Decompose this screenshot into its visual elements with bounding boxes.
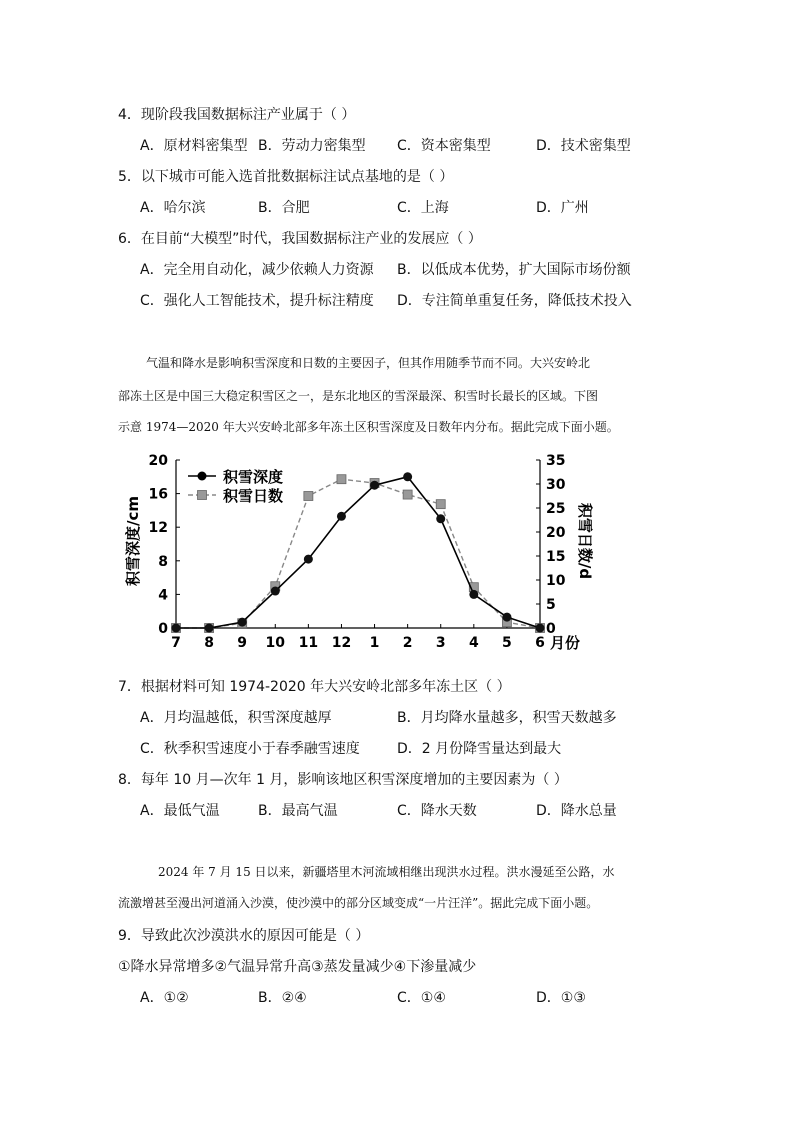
- series-depth-point: [238, 618, 247, 627]
- q9-option-c: C．①④: [397, 990, 446, 1006]
- q8-option-a: A．最低气温: [140, 803, 220, 819]
- y-right-tick-label: 10: [546, 573, 566, 589]
- series-depth-point: [370, 481, 379, 490]
- q9-statements: ①降水异常增多②气温异常升高③蒸发量减少④下渗量减少: [118, 959, 477, 975]
- x-tick-label: 7: [171, 635, 181, 651]
- series-days-point: [304, 492, 313, 501]
- q8-option-c: C．降水天数: [397, 803, 477, 819]
- series-depth-point: [436, 514, 445, 523]
- y-right-tick-label: 20: [546, 525, 566, 541]
- question-4-stem: 4．现阶段我国数据标注产业属于（ ）: [118, 107, 356, 123]
- x-tick-label: 6: [535, 635, 545, 651]
- series-depth-point: [304, 555, 313, 564]
- y-right-tick-label: 30: [546, 477, 566, 493]
- material-1-line-3: 示意 1974—2020 年大兴安岭北部多年冻土区积雪深度及日数年内分布。据此完成下面小题。: [118, 420, 619, 434]
- q4-option-b: B．劳动力密集型: [258, 138, 366, 154]
- series-depth-point: [337, 512, 346, 521]
- question-9-stem: 9．导致此次沙漠洪水的原因可能是（ ）: [118, 928, 370, 944]
- q6-option-a: A．完全用自动化，减少依赖人力资源: [140, 262, 374, 278]
- y-left-tick-label: 20: [148, 453, 168, 469]
- q7-option-a: A．月均温越低，积雪深度越厚: [140, 710, 332, 726]
- q5-option-b: B．合肥: [258, 200, 310, 216]
- x-tick-label: 12: [331, 635, 352, 651]
- q7-option-d: D．2 月份降雪量达到最大: [397, 741, 562, 757]
- series-depth-point: [172, 624, 181, 633]
- legend-depth-marker: [198, 472, 207, 481]
- series-depth-point: [502, 613, 511, 622]
- series-depth-point: [469, 590, 478, 599]
- series-depth-point: [403, 472, 412, 481]
- y-right-tick-label: 25: [546, 501, 566, 517]
- x-tick-label: 1: [369, 635, 380, 651]
- x-tick-label: 5: [502, 635, 512, 651]
- series-depth-point: [205, 624, 214, 633]
- series-days-point: [436, 500, 445, 509]
- q8-option-b: B．最高气温: [258, 803, 338, 819]
- q9-option-d: D．①③: [536, 990, 586, 1006]
- legend: [188, 468, 283, 505]
- question-8-stem: 8．每年 10 月—次年 1 月，影响该地区积雪深度增加的主要因素为（ ）: [118, 772, 568, 788]
- y-right-tick-label: 5: [546, 597, 556, 613]
- x-tick-label: 11: [298, 635, 319, 651]
- series-depth-point: [271, 587, 280, 596]
- y-left-tick-label: 12: [148, 520, 168, 537]
- legend-depth-label: 积雪深度: [223, 468, 284, 486]
- q4-option-d: D．技术密集型: [536, 138, 631, 154]
- q6-option-c: C．强化人工智能技术，提升标注精度: [140, 293, 374, 309]
- q7-option-b: B．月均降水量越多，积雪天数越多: [397, 710, 617, 726]
- question-6-stem: 6．在目前“大模型”时代，我国数据标注产业的发展应（ ）: [118, 231, 482, 247]
- q6-option-b: B．以低成本优势，扩大国际市场份额: [397, 262, 631, 278]
- y-right-axis-label: 积雪日数/d: [576, 502, 594, 580]
- legend-days-label: 积雪日数: [223, 487, 284, 505]
- y-left-tick-label: 4: [158, 587, 168, 604]
- question-5-stem: 5．以下城市可能入选首批数据标注试点基地的是（ ）: [118, 169, 454, 185]
- q4-option-a: A．原材料密集型: [140, 138, 248, 154]
- x-tick-label: 8: [204, 635, 214, 651]
- q5-option-a: A．哈尔滨: [140, 200, 206, 216]
- material-2-line-1: 2024 年 7 月 15 日以来，新疆塔里木河流域相继出现洪水过程。洪水漫延至公路，水: [158, 865, 615, 879]
- material-1-line-2: 部冻土区是中国三大稳定积雪区之一，是东北地区的雪深最深、积雪时长最长的区域。下图: [118, 389, 599, 403]
- q8-option-d: D．降水总量: [536, 803, 617, 819]
- q9-option-b: B．②④: [258, 990, 307, 1006]
- q4-option-c: C．资本密集型: [397, 138, 491, 154]
- series-depth-point: [536, 624, 545, 633]
- x-tick-label: 10: [265, 635, 286, 651]
- y-right-tick-label: 15: [546, 549, 566, 565]
- y-left-tick-label: 0: [158, 621, 168, 637]
- series-days-point: [403, 490, 412, 499]
- material-1-line-1: 气温和降水是影响积雪深度和日数的主要因子，但其作用随季节而不同。大兴安岭北: [146, 356, 591, 370]
- x-tick-label: 3: [435, 635, 446, 651]
- y-left-tick-label: 16: [148, 486, 168, 503]
- y-left-axis-label: 积雪深度/cm: [124, 495, 142, 587]
- q6-option-d: D．专注简单重复任务，降低技术投入: [397, 293, 632, 309]
- q5-option-d: D．广州: [536, 200, 589, 216]
- material-2-line-2: 流激增甚至漫出河道涌入沙漠，使沙漠中的部分区域变成“一片汪洋”。据此完成下面小题。: [118, 896, 599, 910]
- x-tick-label: 2: [402, 635, 413, 651]
- series-days-point: [337, 475, 346, 484]
- x-tick-label: 9: [237, 635, 248, 651]
- question-7-stem: 7．根据材料可知 1974-2020 年大兴安岭北部多年冻土区（ ）: [118, 679, 511, 695]
- x-tick-label: 4: [468, 635, 479, 651]
- legend-days-marker: [198, 491, 207, 500]
- snow-chart: [110, 448, 610, 660]
- q9-option-a: A．①②: [140, 990, 189, 1006]
- x-axis-label: 月份: [550, 634, 581, 652]
- q5-option-c: C．上海: [397, 200, 449, 216]
- y-left-tick-label: 8: [158, 553, 168, 570]
- q7-option-c: C．秋季积雪速度小于春季融雪速度: [140, 741, 360, 757]
- y-right-tick-label: 35: [546, 453, 566, 469]
- y-right-tick-label: 0: [546, 621, 556, 637]
